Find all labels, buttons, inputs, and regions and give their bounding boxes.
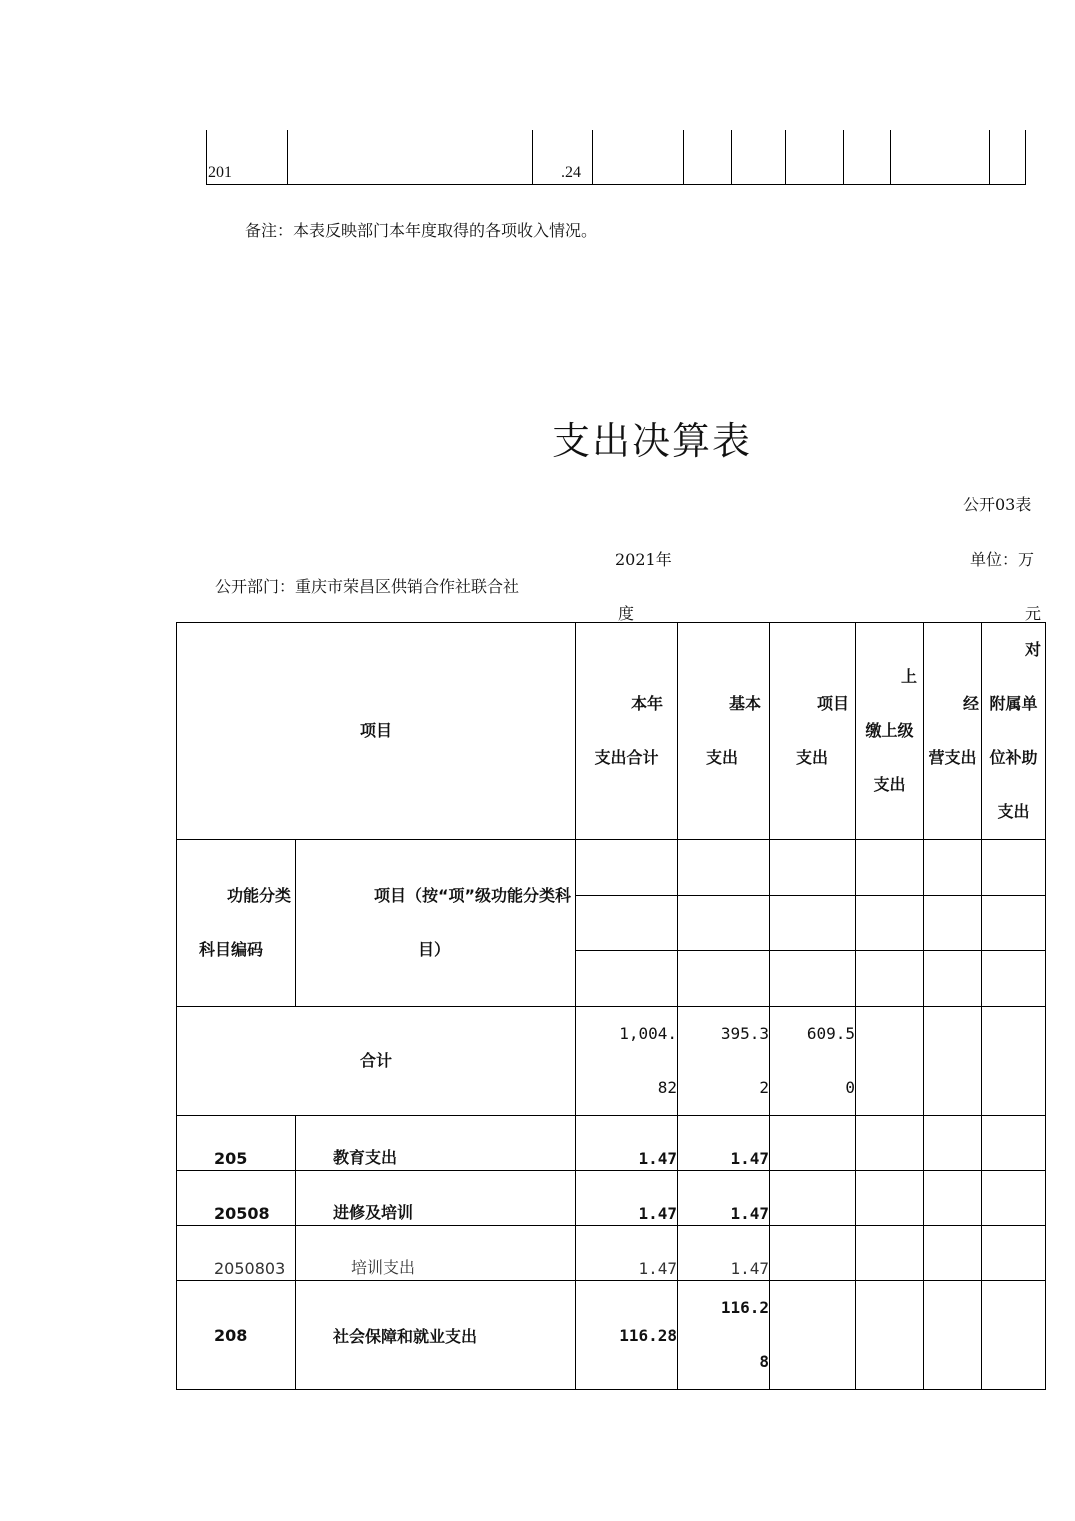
year-label-suffix: 度 — [618, 604, 635, 623]
header-item: 项目 — [177, 623, 576, 840]
department-label: 公开部门：重庆市荣昌区供销合作社联合社 — [215, 577, 520, 596]
row-basic: 116.2 8 — [678, 1281, 770, 1390]
unit-label: 单位：万 — [970, 550, 1035, 569]
header-name: 项目（按“项”级功能分类科 目） — [296, 840, 576, 1007]
table-row — [177, 1281, 1046, 1390]
header-project: 项目 支出 — [770, 623, 856, 840]
row-code: 205 — [177, 1116, 296, 1171]
row-total: 1.47 — [576, 1171, 678, 1226]
table-note: 备注：本表反映部门本年度取得的各项收入情况。 — [245, 221, 598, 240]
row-name: 教育支出 — [296, 1116, 576, 1171]
table-row — [177, 1116, 1046, 1171]
total-expenditure: 1,004. 82 — [576, 1007, 678, 1116]
header-code: 功能分类 科目编码 — [177, 840, 296, 1007]
fragment-value: .24 — [561, 164, 581, 181]
row-code: 20508 — [177, 1171, 296, 1226]
row-total: 1.47 — [576, 1226, 678, 1281]
row-code: 208 — [177, 1281, 296, 1390]
row-name: 进修及培训 — [296, 1171, 576, 1226]
unit-label-suffix: 元 — [1025, 604, 1042, 623]
table-row — [177, 1226, 1046, 1281]
total-row — [177, 1007, 1046, 1116]
row-total: 1.47 — [576, 1116, 678, 1171]
total-project: 609.5 0 — [770, 1007, 856, 1116]
header-upper: 上 缴上级 支出 — [856, 623, 924, 840]
row-basic: 1.47 — [678, 1226, 770, 1281]
header-row — [177, 623, 1046, 840]
total-label: 合计 — [177, 1007, 576, 1116]
header-subsidy: 对 附属单 位补助 支出 — [982, 623, 1046, 840]
row-code: 2050803 — [177, 1226, 296, 1281]
page-title: 支出决算表 — [552, 419, 753, 463]
row-name: 社会保障和就业支出 — [296, 1281, 576, 1390]
year-label: 2021年 — [615, 550, 672, 569]
row-total: 116.28 — [576, 1281, 678, 1390]
header-basic: 基本 支出 — [678, 623, 770, 840]
previous-table-fragment — [206, 130, 1026, 185]
header-business: 经 营支出 — [924, 623, 982, 840]
table-row — [177, 1171, 1046, 1226]
expenditure-table — [176, 622, 1046, 1390]
form-number: 公开03表 — [963, 495, 1032, 514]
header-total: 本年 支出合计 — [576, 623, 678, 840]
row-name: 培训支出 — [296, 1226, 576, 1281]
row-basic: 1.47 — [678, 1116, 770, 1171]
total-basic: 395.3 2 — [678, 1007, 770, 1116]
fragment-code: 201 — [208, 164, 232, 181]
row-basic: 1.47 — [678, 1171, 770, 1226]
